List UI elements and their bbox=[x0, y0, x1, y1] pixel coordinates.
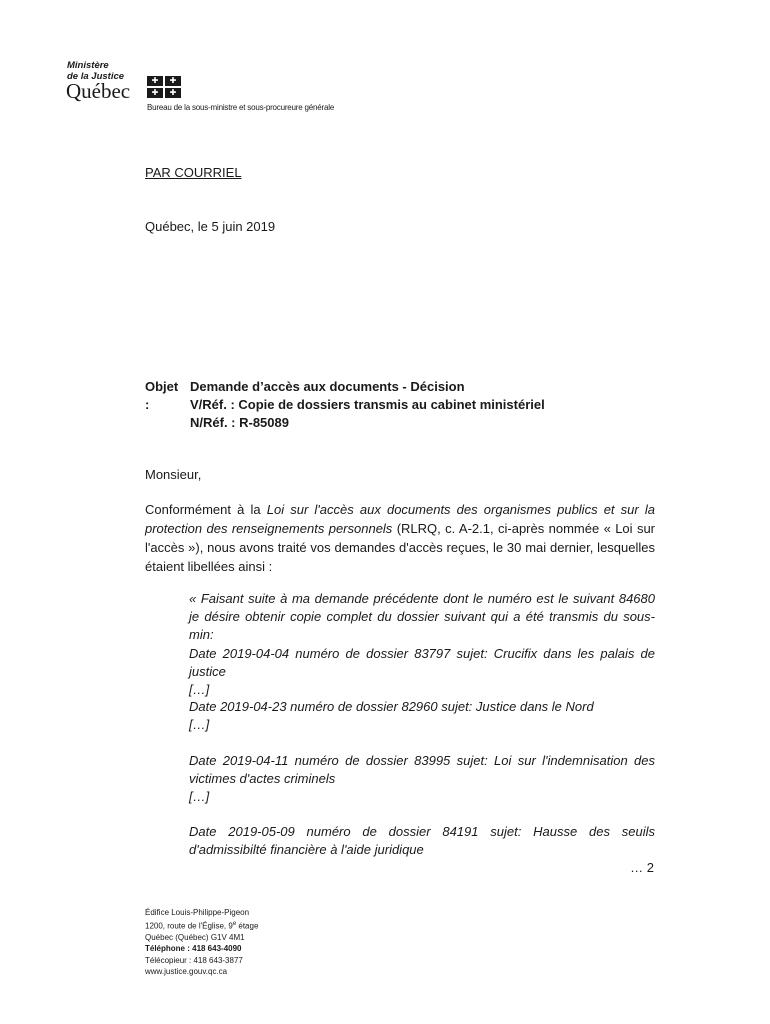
law-title: Loi sur l'accès aux documents des organismes publics et sur la protection des renseignements personnels bbox=[145, 502, 655, 536]
quebec-flag-icon: ✚ ✚ ✚ ✚ bbox=[147, 76, 183, 100]
subject-line3: N/Réf. : R-85089 bbox=[190, 415, 289, 430]
quote-item bbox=[189, 645, 655, 699]
quote-item-text: Date 2019-04-23 numéro de dossier 82960 sujet: Justice dans le Nord bbox=[189, 699, 594, 714]
footer-street: 1200, route de l'Église, 9e étage bbox=[145, 920, 259, 931]
subject-line1: Demande d’accès aux documents - Décision bbox=[190, 379, 465, 394]
page-continuation: … 2 bbox=[630, 860, 654, 875]
quote-ellipsis: […] bbox=[189, 682, 210, 697]
body-text-a: Conformément à la bbox=[145, 502, 267, 517]
subject-line2: V/Réf. : Copie de dossiers transmis au cabinet ministériel bbox=[190, 397, 545, 412]
footer-building: Édifice Louis-Philippe-Pigeon bbox=[145, 908, 250, 917]
letter-date: Québec, le 5 juin 2019 bbox=[145, 219, 276, 234]
salutation: Monsieur, bbox=[145, 467, 202, 482]
subject-label: Objet : bbox=[145, 379, 179, 412]
body-paragraph bbox=[145, 500, 655, 576]
quote-ellipsis: […] bbox=[189, 717, 210, 732]
footer-website-link[interactable]: www.justice.gouv.qc.ca bbox=[145, 967, 228, 977]
quote-item bbox=[189, 698, 655, 734]
quote-ellipsis: […] bbox=[189, 789, 210, 804]
quote-item bbox=[189, 823, 655, 859]
ministry-line1: Ministère bbox=[67, 60, 109, 71]
footer-fax: Télécopieur : 418 643-3877 bbox=[145, 955, 243, 965]
quote-item-text: Date 2019-04-11 numéro de dossier 83995 sujet: Loi sur l'indemnisation des victimes d'actes criminels bbox=[189, 753, 655, 786]
quote-item-text: Date 2019-04-04 numéro de dossier 83797 sujet: Crucifix dans les palais de justice bbox=[189, 646, 655, 679]
footer-address bbox=[145, 907, 258, 978]
quebec-wordmark: Québec bbox=[66, 79, 131, 103]
ministry-line2: de la Justice bbox=[67, 71, 125, 82]
bureau-line: Bureau de la sous-ministre et sous-procureure générale bbox=[147, 103, 335, 112]
delivery-method: PAR COURRIEL bbox=[145, 165, 242, 180]
body-text-b: (RLRQ, c. A-2.1, ci-après nommée « Loi sur l'accès »), nous avons traité vos demandes d'accès reçues, le 30 mai dernier, lesquelles étaient libellées ainsi : bbox=[145, 521, 656, 574]
quote-item bbox=[189, 752, 655, 806]
quote-intro: « Faisant suite à ma demande précédente dont le numéro est le suivant 84680 je désire obtenir copie complet du dossier suivant qui a été transmis du sous-min: bbox=[189, 591, 655, 642]
footer-phone: Téléphone : 418 643-4090 bbox=[145, 944, 242, 954]
quote-item-text: Date 2019-05-09 numéro de dossier 84191 sujet: Hausse des seuils d'admissibilté financière à l'aide juridique bbox=[189, 824, 655, 857]
footer-city: Québec (Québec) G1V 4M1 bbox=[145, 932, 245, 942]
